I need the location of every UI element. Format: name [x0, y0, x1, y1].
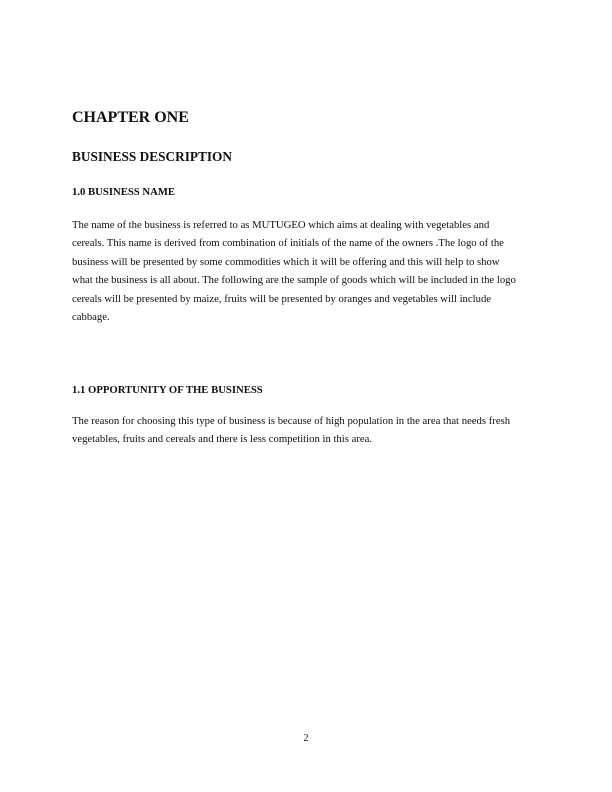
paragraph-line: cereals. This name is derived from combination of initials of the name of the owners .The logo of the	[72, 237, 504, 250]
section-title: BUSINESS DESCRIPTION	[72, 149, 232, 164]
paragraph-line: cereals will be presented by maize, fruits will be presented by oranges and vegetables will include	[72, 292, 492, 305]
business-name-heading: 1.0 BUSINESS NAME	[72, 186, 176, 198]
paragraph-line: cabbage.	[72, 310, 110, 323]
paragraph-line: business will be presented by some commodities which it will be offering and this will help to show	[72, 255, 500, 268]
opportunity-paragraph	[72, 412, 552, 449]
opportunity-heading: 1.1 OPPORTUNITY OF THE BUSINESS	[72, 384, 263, 396]
paragraph-line: The name of the business is referred to as MUTUGEO which aims at dealing with vegetables and	[72, 219, 490, 231]
page-number: 2	[303, 733, 309, 744]
paragraph-line: The reason for choosing this type of business is because of high population in the area that needs fresh	[72, 415, 511, 427]
paragraph-line: vegetables, fruits and cereals and there is less competition in this area.	[72, 433, 373, 446]
business-name-paragraph	[72, 216, 552, 326]
chapter-title: CHAPTER ONE	[72, 109, 189, 126]
paragraph-line: what the business is all about. The following are the sample of goods which will be included in the logo	[72, 274, 516, 287]
